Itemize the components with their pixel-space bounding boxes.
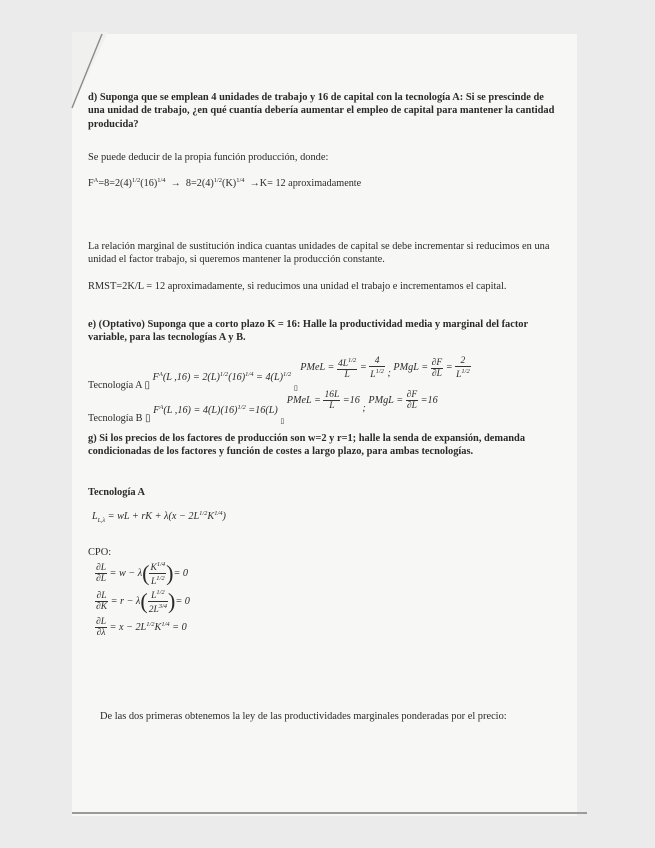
question-d: d) Suponga que se emplean 4 unidades de trabajo y 16 de capital con la tecnología A: Si se prescinde de una unidad de trabajo, ¿en qué cuantía debería aumentar el empleo de capital para mantener la cantidad producida? — [88, 92, 555, 130]
intro-text: Se puede deducir de la propia función producción, donde: — [88, 152, 329, 163]
rmst-explanation: La relación marginal de sustitución indica cuantas unidades de capital se debe incrementar si reducimos en una unidad el factor trabajo, si queremos mantener la producción constante. — [88, 241, 550, 266]
lagrangian: $L_{L,\lambda}$ = wL + rK + $\lambda(x - 2L^{1/2}K^{1/4})$ — [92, 510, 226, 525]
tech-b-pmgl: PMgL = $\frac{\partial F}{\partial L}$ =16 — [368, 390, 438, 411]
page-bottom-edge — [72, 812, 587, 814]
cpo-equation-1: $\frac{\partial L}{\partial L}$ = w − λ( $\frac{K^{1/4}}{L^{1/2}}$ )= 0 — [96, 560, 188, 587]
cpo-label: CPO: — [88, 547, 112, 558]
question-e: e) (Optativo) Suponga que a corto plazo K = 16: Halle la productividad media y marginal del factor variable, para las tecnologías A y B. — [88, 319, 528, 344]
tech-a-pmel: PMeL = $\frac{4L^{1/2}}{L}$ = $\frac{4}{L^{1/2}}$ ; — [300, 356, 391, 380]
tech-a-label: Tecnología A ▯ — [88, 380, 151, 392]
equation-k: $F^A=8=2(4)^{1/2}(16)^{1/4} \to 8=2(4)^{1/2}(K)^{1/4} \to K= 12$ aproximadamente — [88, 177, 362, 189]
tech-a-function: $F^A(L$ $,16) = 2(L)^{1/2}(16)^{1/4} = 4(L)^{1/2}$ — [152, 371, 292, 384]
cpo-equation-3: $\frac{\partial L}{\partial\lambda}$ = $x - 2L^{1/2}K^{1/4} = 0$ — [96, 617, 187, 638]
cpo-equation-2: $\frac{\partial L}{\partial K}$ = r − λ( $\frac{L^{1/2}}{2L^{3/4}}$ )= 0 — [96, 588, 190, 615]
conclusion-text: De las dos primeras obtenemos la ley de las productividades marginales ponderadas por el precio: — [100, 711, 507, 722]
tech-b-function: $F^A(L$ $,16) = 4(L)(16)^{1/2} =16(L)$ — [153, 403, 278, 416]
tech-a-productivity: Tecnología A ▯ $F^A(L$ $,16) = 2(L)^{1/2}(16)^{1/4} = 4(L)^{1/2}$ $_▯$ PMeL = $\frac{4L^{1/2}}{L}$ = $\frac{4}{L^{1/2}}$ ; PMgL = $\frac{\partial F}{\partial L}$ = $\frac{2}{L^{1/2}}$ — [88, 356, 470, 393]
tech-b-pmel: PMeL = $\frac{16L}{L}$ =16 ; — [286, 390, 366, 414]
rmst-result: RMST=2K/L = 12 aproximadamente, si reducimos una unidad el trabajo e incrementamos el capital. — [88, 281, 507, 292]
question-g: g) Si los precios de los factores de producción son w=2 y r=1; halle la senda de expansión, demanda condicionadas de los factores y función de costes a largo plazo, para ambas tecnologías. — [88, 433, 526, 458]
tech-a-pmgl: PMgL = $\frac{\partial F}{\partial L}$ = $\frac{2}{L^{1/2}}$ — [393, 356, 470, 380]
tech-b-productivity: Tecnología B ▯ $F^A(L$ $,16) = 4(L)(16)^{1/2} =16(L)$ $_▯$ PMeL = $\frac{16L}{L}$ =16 ; PMgL = $\frac{\partial F}{\partial L}$ =16 — [88, 390, 438, 425]
tech-a-heading: Tecnología A — [88, 487, 146, 498]
tech-b-label: Tecnología B ▯ — [88, 412, 151, 424]
